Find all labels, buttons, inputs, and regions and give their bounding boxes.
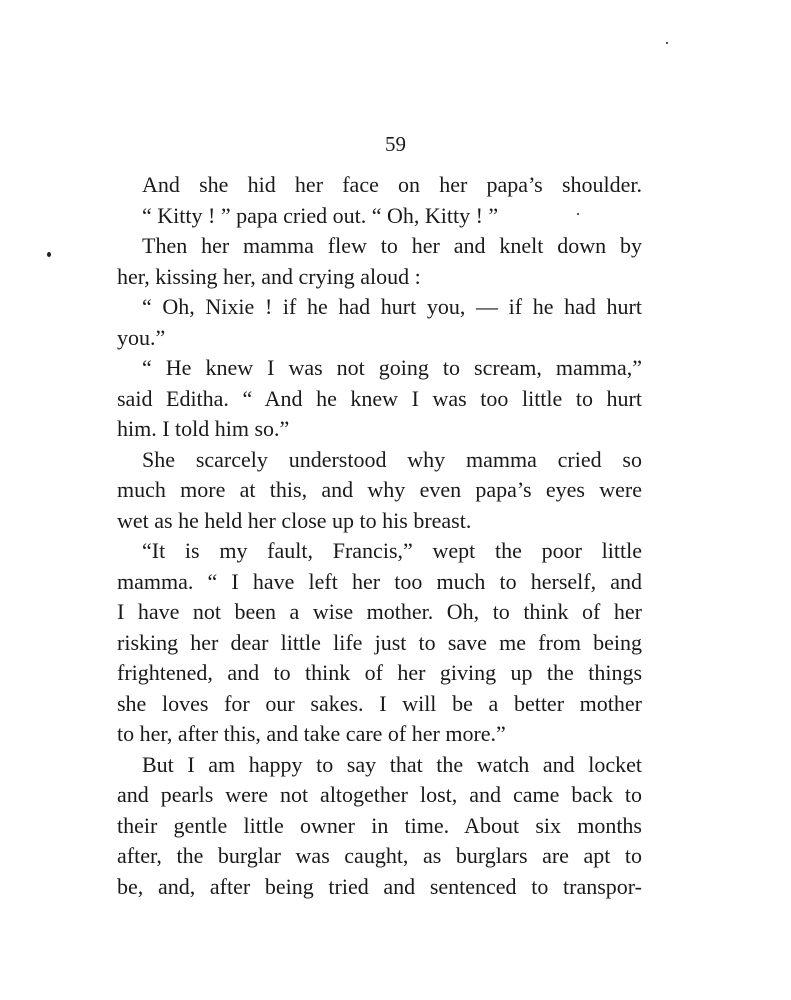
text-line: But I am happy to say that the watch and locket [142, 751, 642, 777]
text-line: much more at this, and why even papa’s eyes were [117, 477, 642, 502]
text-line: her, kissing her, and crying aloud : [117, 263, 421, 289]
text-line: “ He knew I was not going to scream, mamma,” [142, 355, 642, 380]
text-line: you.” [117, 324, 166, 350]
text-line: she loves for our sakes. I will be a better mother [117, 690, 642, 716]
text-line: mamma. “ I have left her too much to herself, and [117, 568, 642, 594]
text-line: after, the burglar was caught, as burglars are apt to [117, 843, 642, 868]
text-line: him. I told him so.” [117, 416, 290, 441]
text-line: And she hid her face on her papa’s shoulder. [142, 172, 642, 197]
text-line: Then her mamma flew to her and knelt down by [142, 233, 642, 258]
page-number: 59 [385, 132, 406, 156]
text-line: wet as he held her close up to his breast. [117, 507, 472, 533]
scan-speck [666, 42, 668, 44]
text-line: I have not been a wise mother. Oh, to think of her [117, 599, 642, 624]
text-line: “ Kitty ! ” papa cried out. “ Oh, Kitty ! ” [142, 202, 499, 228]
text-line: frightened, and to think of her giving up the things [117, 660, 642, 685]
body-text [117, 170, 642, 902]
text-line: She scarcely understood why mamma cried so [142, 446, 642, 472]
text-line: be, and, after being tried and sentenced to transpor- [117, 873, 642, 899]
text-line: and pearls were not altogether lost, and came back to [117, 782, 642, 807]
text-line: their gentle little owner in time. About six months [117, 812, 642, 838]
text-line: “ Oh, Nixie ! if he had hurt you, — if he had hurt [142, 294, 642, 319]
text-line: “It is my fault, Francis,” wept the poor little [142, 538, 642, 563]
text-line: to her, after this, and take care of her more.” [117, 721, 506, 746]
text-line: said Editha. “ And he knew I was too little to hurt [117, 385, 642, 411]
scan-speck [47, 252, 51, 257]
scan-speck [577, 213, 579, 215]
text-line: risking her dear little life just to save me from being [117, 629, 642, 655]
